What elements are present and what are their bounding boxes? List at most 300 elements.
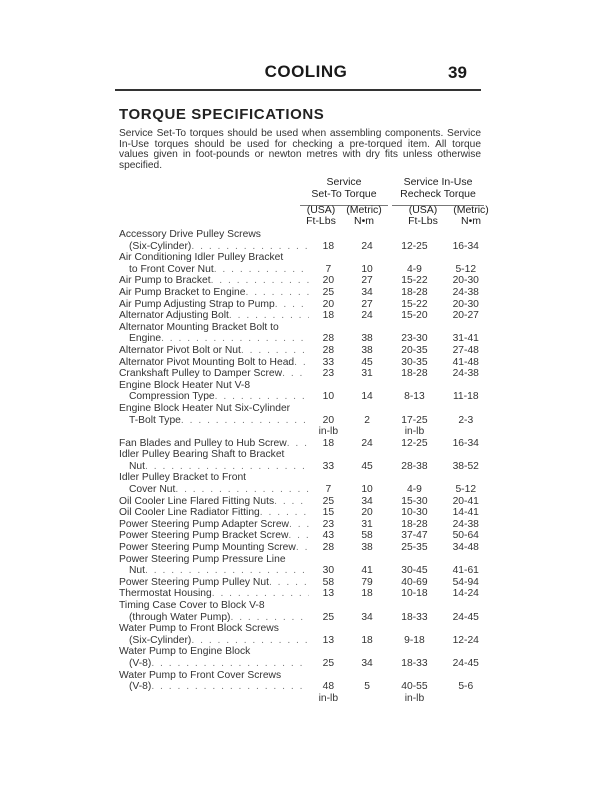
table-row — [119, 472, 489, 495]
component-name-line — [119, 403, 309, 415]
component-name-text: Air Conditioning Idler Pulley Bracket — [119, 252, 284, 264]
value-usa-in-use — [386, 241, 442, 253]
component-name-text: Oil Cooler Line Flared Fitting Nuts — [119, 495, 275, 507]
torque-value: 9-18 — [404, 634, 425, 646]
value-metric-in-use — [443, 519, 489, 531]
torque-value: 20-35 — [401, 344, 428, 356]
torque-value: 31 — [361, 518, 373, 530]
torque-value: 27 — [361, 275, 373, 287]
table-row — [119, 299, 489, 311]
torque-value: 15-20 — [401, 310, 428, 322]
component-name-line — [119, 333, 309, 345]
unit-header-metric-1 — [341, 205, 387, 226]
component-name-text: Cover Nut — [129, 484, 176, 496]
component-name — [119, 588, 309, 600]
value-usa-in-use — [386, 565, 442, 577]
torque-value: 5-12 — [455, 263, 477, 275]
torque-value: 25 — [322, 495, 335, 507]
component-name-line — [119, 577, 309, 589]
torque-value: 15-22 — [401, 298, 428, 310]
torque-value: 5-6 — [458, 681, 474, 693]
component-name-text: Compression Type — [129, 391, 215, 403]
torque-value: 24-38 — [452, 286, 479, 298]
value-usa-in-use — [386, 345, 442, 357]
component-name-line — [119, 623, 309, 635]
component-name — [119, 670, 309, 693]
torque-value: 25 — [322, 611, 335, 623]
torque-value: 7 — [325, 484, 332, 496]
component-name-text: (Six-Cylinder) — [129, 634, 192, 646]
torque-value: 48 — [322, 681, 335, 693]
value-metric-set-to — [348, 241, 387, 253]
table-row — [119, 507, 489, 519]
value-metric-set-to — [348, 484, 387, 496]
table-row — [119, 670, 489, 705]
component-name-text: Crankshaft Pulley to Damper Screw — [119, 368, 283, 380]
unit-line: Ft-Lbs — [306, 214, 336, 227]
value-metric-in-use — [443, 530, 489, 542]
torque-value: 25 — [322, 657, 335, 669]
component-name — [119, 577, 309, 589]
unit-header-metric-2 — [446, 205, 496, 226]
component-name-text: Oil Cooler Line Radiator Fitting — [119, 507, 260, 519]
torque-value: 12-25 — [401, 437, 428, 449]
torque-value: 12-24 — [452, 634, 479, 646]
component-name-line — [119, 391, 309, 403]
torque-value: 58 — [361, 530, 373, 542]
dot-leader — [230, 612, 309, 624]
table-row — [119, 542, 489, 554]
value-usa-set-to — [309, 357, 348, 369]
value-usa-in-use — [386, 588, 442, 600]
dot-leader — [212, 588, 309, 600]
table-row — [119, 449, 489, 472]
value-metric-in-use — [443, 588, 489, 600]
torque-value: 24 — [361, 437, 373, 449]
component-name-line — [119, 449, 309, 461]
torque-value: 45 — [361, 460, 373, 472]
torque-value: 58 — [322, 576, 335, 588]
torque-value: 11-18 — [452, 391, 479, 403]
dot-leader — [211, 275, 309, 287]
torque-value: 20 — [322, 298, 335, 310]
component-name-line — [119, 299, 309, 311]
value-metric-set-to — [348, 357, 387, 369]
value-unit: in-lb — [318, 426, 339, 438]
component-name-line — [119, 588, 309, 600]
value-usa-in-use — [386, 496, 442, 508]
component-name-line — [119, 275, 309, 287]
torque-value: 28 — [322, 542, 335, 554]
torque-value: 12-25 — [401, 240, 428, 252]
table-row — [119, 287, 489, 299]
component-name-line — [119, 472, 309, 484]
torque-value: 50-64 — [452, 530, 479, 542]
value-metric-in-use — [443, 275, 489, 287]
torque-value: 5-12 — [455, 484, 477, 496]
torque-value: 7 — [325, 263, 332, 275]
torque-value: 18-33 — [401, 657, 428, 669]
value-usa-in-use — [386, 530, 442, 542]
component-name-line — [119, 635, 309, 647]
value-metric-in-use — [443, 507, 489, 519]
torque-value: 41-61 — [452, 565, 479, 577]
unit-header-usa-1 — [301, 205, 341, 226]
torque-value: 20-30 — [452, 275, 479, 287]
table-row — [119, 252, 489, 275]
component-name — [119, 322, 309, 345]
torque-value: 41 — [361, 565, 373, 577]
component-name-text: T-Bolt Type — [129, 414, 181, 426]
torque-value: 34 — [361, 286, 373, 298]
dot-leader — [288, 530, 309, 542]
component-name — [119, 519, 309, 531]
component-name-line — [119, 554, 309, 566]
value-metric-in-use — [443, 484, 489, 496]
value-usa-set-to — [309, 658, 348, 670]
torque-value: 28 — [322, 344, 335, 356]
component-name-text: Engine Block Heater Nut V-8 — [119, 379, 251, 391]
value-metric-set-to — [348, 264, 387, 276]
component-name-line — [119, 415, 309, 427]
component-name — [119, 368, 309, 380]
column-group-line: Recheck Torque — [400, 187, 476, 200]
torque-value: 27-48 — [452, 344, 479, 356]
value-metric-in-use — [443, 496, 489, 508]
component-name-line — [119, 496, 309, 508]
value-metric-in-use — [443, 565, 489, 577]
table-row — [119, 345, 489, 357]
table-row — [119, 438, 489, 450]
value-metric-set-to — [348, 368, 387, 380]
value-metric-set-to — [348, 577, 387, 589]
component-name-text: Fan Blades and Pulley to Hub Screw — [119, 437, 287, 449]
value-metric-set-to — [348, 507, 387, 519]
intro-paragraph: Service Set-To torques should be used when assembling components. Service In-Use torques should be used for checking a pre-torqued item. All torque values given in foot-pounds or newton metres with dry fits unless otherwise specified. — [119, 128, 481, 171]
table-row — [119, 588, 489, 600]
component-name — [119, 345, 309, 357]
torque-value: 18-28 — [401, 368, 428, 380]
torque-value: 18 — [361, 634, 373, 646]
torque-value: 34 — [361, 657, 373, 669]
component-name-line — [119, 229, 309, 241]
torque-value: 24 — [361, 240, 373, 252]
torque-value: 40-55 — [401, 681, 428, 693]
value-usa-set-to — [309, 299, 348, 311]
table-row — [119, 229, 489, 252]
dot-leader — [215, 391, 309, 403]
unit-line: (Metric) — [346, 204, 382, 216]
torque-value: 45 — [361, 356, 373, 368]
torque-value: 13 — [322, 588, 335, 600]
table-row — [119, 275, 489, 287]
torque-value: 28-38 — [401, 460, 428, 472]
torque-value: 17-25 — [401, 414, 428, 426]
torque-value: 30-35 — [401, 356, 428, 368]
torque-value: 13 — [322, 634, 335, 646]
component-name-text: Alternator Adjusting Bolt — [119, 310, 229, 322]
component-name-text: Water Pump to Front Block Screws — [119, 623, 279, 635]
torque-value: 8-13 — [404, 391, 425, 403]
torque-value: 14 — [361, 391, 373, 403]
value-metric-in-use — [443, 241, 489, 253]
torque-value: 14-41 — [452, 507, 479, 519]
torque-value: 20 — [322, 275, 335, 287]
dot-leader — [275, 299, 309, 311]
value-usa-set-to — [309, 635, 348, 647]
value-metric-set-to — [348, 565, 387, 577]
table-row — [119, 496, 489, 508]
value-unit: in-lb — [404, 426, 425, 438]
torque-value: 31 — [361, 368, 373, 380]
value-usa-set-to — [309, 287, 348, 299]
value-usa-in-use — [386, 612, 442, 624]
value-usa-in-use — [386, 287, 442, 299]
component-name-line — [119, 646, 309, 658]
torque-value: 37-47 — [401, 530, 428, 542]
dot-leader — [269, 577, 309, 589]
table-row — [119, 646, 489, 669]
component-name-text: Power Steering Pump Bracket Screw — [119, 530, 289, 542]
component-name-text: Alternator Pivot Mounting Bolt to Head — [119, 356, 295, 368]
torque-value: 20-41 — [452, 495, 479, 507]
component-name-line — [119, 345, 309, 357]
torque-value: 18 — [322, 240, 335, 252]
value-metric-set-to — [348, 310, 387, 322]
value-usa-set-to — [309, 507, 348, 519]
value-usa-in-use — [386, 264, 442, 276]
value-usa-in-use — [386, 299, 442, 311]
component-name-text: Nut — [129, 565, 146, 577]
value-metric-set-to — [348, 635, 387, 647]
column-group-line: Set-To Torque — [311, 187, 377, 200]
component-name — [119, 252, 309, 275]
table-row — [119, 322, 489, 345]
value-usa-in-use — [386, 635, 442, 647]
torque-value: 15 — [322, 507, 335, 519]
torque-value: 23-30 — [401, 333, 428, 345]
column-group-line: Service In-Use — [403, 176, 473, 188]
component-name — [119, 507, 309, 519]
chapter-title: COOLING — [264, 62, 348, 81]
torque-value: 2 — [364, 414, 370, 426]
component-name-line — [119, 438, 309, 450]
value-usa-set-to — [309, 565, 348, 577]
dot-leader — [214, 264, 309, 276]
component-name-line — [119, 368, 309, 380]
value-usa-set-to — [309, 461, 348, 473]
torque-value: 30-45 — [401, 565, 428, 577]
dot-leader — [229, 310, 309, 322]
unit-line: (USA) — [306, 204, 336, 216]
component-name-line — [119, 484, 309, 496]
component-name — [119, 299, 309, 311]
torque-value: 20 — [361, 507, 373, 519]
dot-leader — [191, 241, 309, 253]
component-name-line — [119, 310, 309, 322]
value-metric-in-use — [443, 415, 489, 427]
torque-value: 23 — [322, 368, 335, 380]
value-metric-in-use — [443, 357, 489, 369]
value-usa-in-use — [386, 484, 442, 496]
value-usa-set-to — [309, 577, 348, 589]
component-name-line — [119, 322, 309, 334]
unit-line: N•m — [353, 214, 374, 227]
component-name-line — [119, 380, 309, 392]
dot-leader — [245, 287, 309, 299]
unit-line: N•m — [460, 214, 481, 227]
torque-value: 38 — [361, 333, 373, 345]
torque-value: 31-41 — [452, 333, 479, 345]
value-usa-set-to — [309, 368, 348, 380]
value-metric-set-to — [348, 612, 387, 624]
component-name-text: Engine Block Heater Nut Six-Cylinder — [119, 402, 291, 414]
value-metric-set-to — [348, 519, 387, 531]
torque-value: 43 — [322, 530, 335, 542]
component-name-text: (Six-Cylinder) — [129, 240, 192, 252]
unit-line: Ft-Lbs — [408, 214, 438, 227]
component-name — [119, 530, 309, 542]
value-metric-in-use — [443, 612, 489, 624]
component-name-line — [119, 519, 309, 531]
component-name-line — [119, 241, 309, 253]
component-name-text: Thermostat Housing — [119, 588, 212, 600]
torque-value: 16-34 — [452, 437, 479, 449]
component-name — [119, 380, 309, 403]
component-name — [119, 646, 309, 669]
table-row — [119, 554, 489, 577]
torque-value: 10 — [361, 263, 373, 275]
torque-value: 24-38 — [452, 518, 479, 530]
dot-leader — [181, 415, 309, 427]
component-name-text: Water Pump to Front Cover Screws — [119, 669, 282, 681]
component-name-text: (V-8) — [129, 681, 152, 693]
component-name-text: Engine — [129, 333, 162, 345]
torque-table — [119, 229, 489, 704]
component-name-text: Power Steering Pump Pulley Nut — [119, 576, 269, 588]
torque-value: 4-9 — [407, 263, 422, 275]
component-name-text: Power Steering Pump Pressure Line — [119, 553, 286, 565]
component-name — [119, 275, 309, 287]
value-metric-set-to — [348, 275, 387, 287]
value-usa-in-use — [386, 507, 442, 519]
value-metric-in-use — [443, 333, 489, 345]
component-name — [119, 600, 309, 623]
value-usa-set-to — [309, 542, 348, 554]
value-usa-set-to — [309, 345, 348, 357]
torque-value: 41-48 — [452, 356, 479, 368]
torque-value: 33 — [322, 356, 335, 368]
value-metric-in-use — [443, 264, 489, 276]
value-metric-set-to — [348, 287, 387, 299]
column-group-in-use — [392, 177, 484, 206]
component-name — [119, 403, 309, 426]
torque-value: 18-28 — [401, 518, 428, 530]
component-name-line — [119, 252, 309, 264]
table-row — [119, 368, 489, 380]
torque-value: 10 — [322, 391, 335, 403]
value-usa-set-to — [309, 612, 348, 624]
torque-value: 18 — [322, 310, 335, 322]
component-name — [119, 357, 309, 369]
value-metric-in-use — [443, 681, 489, 693]
dot-leader — [260, 507, 309, 519]
dot-leader — [161, 333, 309, 345]
component-name-text: Nut — [129, 460, 146, 472]
value-usa-set-to — [309, 391, 348, 403]
value-usa-set-to — [309, 484, 348, 496]
value-usa-set-to — [309, 588, 348, 600]
value-metric-set-to — [348, 530, 387, 542]
torque-value: 34-48 — [452, 542, 479, 554]
component-name-line — [119, 600, 309, 612]
value-metric-set-to — [348, 496, 387, 508]
torque-value: 23 — [322, 518, 335, 530]
dot-leader — [294, 357, 309, 369]
torque-value: 15-22 — [401, 275, 428, 287]
value-metric-set-to — [348, 345, 387, 357]
value-unit: in-lb — [404, 692, 425, 704]
table-row — [119, 380, 489, 403]
value-usa-in-use — [386, 461, 442, 473]
component-name-text: Water Pump to Engine Block — [119, 646, 251, 658]
value-metric-in-use — [443, 438, 489, 450]
value-metric-in-use — [443, 310, 489, 322]
value-usa-set-to — [309, 530, 348, 542]
torque-value: 30 — [322, 565, 335, 577]
torque-value: 5 — [364, 681, 370, 693]
value-usa-set-to — [309, 681, 348, 704]
torque-value: 10-18 — [401, 588, 428, 600]
component-name — [119, 554, 309, 577]
dot-leader — [175, 484, 309, 496]
value-usa-set-to — [309, 241, 348, 253]
dot-leader — [274, 496, 309, 508]
torque-value: 18-28 — [401, 286, 428, 298]
component-name-text: Idler Pulley Bracket to Front — [119, 472, 247, 484]
component-name-line — [119, 287, 309, 299]
value-usa-in-use — [386, 577, 442, 589]
value-metric-in-use — [443, 635, 489, 647]
value-usa-set-to — [309, 264, 348, 276]
torque-value: 27 — [361, 298, 373, 310]
value-usa-in-use — [386, 658, 442, 670]
torque-value: 25-35 — [401, 542, 428, 554]
table-row — [119, 577, 489, 589]
value-usa-set-to — [309, 438, 348, 450]
value-metric-set-to — [348, 588, 387, 600]
value-metric-set-to — [348, 415, 387, 427]
dot-leader — [151, 658, 309, 670]
torque-value: 10 — [361, 484, 373, 496]
torque-value: 18 — [361, 588, 373, 600]
torque-value: 33 — [322, 460, 335, 472]
torque-value: 4-9 — [407, 484, 422, 496]
table-row — [119, 310, 489, 322]
dot-leader — [191, 635, 309, 647]
component-name-line — [119, 565, 309, 577]
torque-value: 24-45 — [452, 657, 479, 669]
value-usa-in-use — [386, 519, 442, 531]
component-name-text: to Front Cover Nut — [129, 263, 214, 275]
value-metric-in-use — [443, 368, 489, 380]
dot-leader — [241, 345, 309, 357]
component-name-line — [119, 507, 309, 519]
value-usa-set-to — [309, 275, 348, 287]
page-number: 39 — [448, 63, 467, 82]
component-name-line — [119, 461, 309, 473]
component-name — [119, 496, 309, 508]
